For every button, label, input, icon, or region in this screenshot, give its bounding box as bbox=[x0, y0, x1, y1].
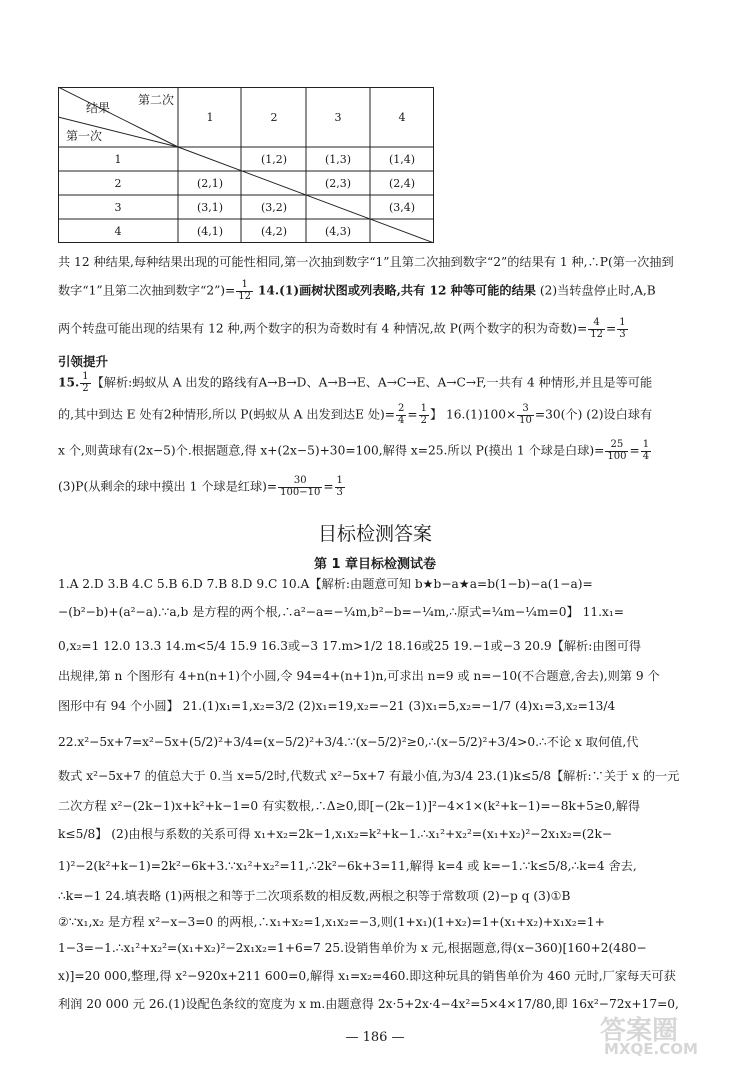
text-segment: 两个转盘可能出现的结果有 12 种,两个数字的积为奇数时有 4 种情况,故 P(两个数字的积为奇数)= bbox=[58, 321, 588, 336]
watermark-logo: 答案圈 bbox=[600, 1016, 679, 1046]
answer-line: 数式 x²−5x+7 的值总大于 0.当 x=5/2时,代数式 x²−5x+7 有最小值,为3/4 23.(1)k≤5/8【解析:∵关于 x 的一元 bbox=[58, 769, 680, 783]
chapter-title: 第 1 章目标检测试卷 bbox=[313, 557, 437, 572]
answer-line: 1.A 2.D 3.B 4.C 5.B 6.D 7.B 8.D 9.C 10.A【解析:由题意可知 b★b−a★a=b(1−b)−a(1−a)= bbox=[58, 577, 593, 591]
answer-line: ∴k=−1 24.填表略 (1)两根之和等于二次项系数的相反数,两根之积等于常数项 (2)−p q (3)①B bbox=[58, 889, 571, 903]
answer-line: 二次方程 x²−(2k−1)x+k²+k−1=0 有实数根,∴Δ≥0,即[−(2k−1)]²−4×1×(k²+k−1)=−8k+5≥0,解得 bbox=[58, 799, 641, 813]
text-line: (3)P(从剩余的球中摸出 1 个球是红球)= $\frac{30}{100-10}$ = $\frac{1}{3}$ bbox=[58, 475, 343, 498]
text-line: 两个转盘可能出现的结果有 12 种,两个数字的积为奇数时有 4 种情况,故 P(两个数字的积为奇数)= $\frac{4}{12}$ = $\frac{1}{3}$ bbox=[58, 317, 626, 340]
header-first-draw: 第一次 bbox=[65, 129, 102, 143]
text-line: 的,其中到达 E 处有2种情形,所以 P(蚂蚁从 A 出发到达E 处)= $\frac{2}{4}$ = $\frac{1}{2}$ 】 16.(1)100× $\frac{3}{10}$ =30(个) (2)设白球有 bbox=[58, 403, 653, 426]
text-segment: (3)P(从剩余的球中摸出 1 个球是红球)= bbox=[58, 479, 278, 494]
text-segment: (2)当转盘停止时,A,B bbox=[539, 283, 656, 298]
outcome-table bbox=[58, 87, 434, 243]
row-header: 4 bbox=[114, 225, 122, 238]
page-number: — 186 — bbox=[345, 1030, 405, 1045]
text-segment: 14.(1)画树状图或列表略,共有 12 种等可能的结果 bbox=[257, 283, 536, 298]
fraction: $\frac{1}{12}$ bbox=[238, 279, 252, 302]
col-header: 2 bbox=[270, 111, 278, 124]
table-cell: (4,2) bbox=[260, 225, 288, 238]
table-cell: (3,4) bbox=[388, 201, 416, 214]
text-line bbox=[58, 280, 718, 302]
page-title: 目标检测答案 bbox=[317, 523, 432, 545]
col-header: 4 bbox=[398, 111, 406, 124]
table-cell: (4,3) bbox=[324, 225, 352, 238]
text-line bbox=[58, 372, 718, 394]
fraction: $\frac{30}{100-10}$ bbox=[280, 475, 321, 498]
fraction: $\frac{1}{3}$ bbox=[619, 317, 626, 340]
answer-line: −(b²−b)+(a²−a).∵a,b 是方程的两个根,∴a²−a=−¼m,b²−b=−¼m,∴原式=¼m−¼m=0】 11.x₁= bbox=[58, 605, 624, 619]
text-segment: 15. bbox=[58, 375, 80, 390]
text-segment: 数字“1”且第二次抽到数字“2”)= bbox=[58, 283, 236, 298]
text-segment: 【解析:蚂蚁从 A 出发的路线有A→B→D、A→B→E、A→C→E、A→C→F,一共有 4 种情形,并且是等可能 bbox=[91, 375, 653, 390]
text-line: 共 12 种结果,每种结果出现的可能性相同,第一次抽到数字“1”且第二次抽到数字“2”的结果有 1 种,∴P(第一次抽到 bbox=[58, 255, 674, 269]
fraction: $\frac{1}{2}$ bbox=[82, 371, 89, 394]
answer-line: k≤5/8】 (2)由根与系数的关系可得 x₁+x₂=2k−1,x₁x₂=k²+k−1.∴x₁²+x₂²=(x₁+x₂)²−2x₁x₂=(2k− bbox=[58, 827, 613, 841]
fraction: $\frac{3}{10}$ bbox=[519, 403, 532, 426]
answer-line: 图形中有 94 个小圆】 21.(1)x₁=1,x₂=3/2 (2)x₁=19,x₂=−21 (3)x₁=5,x₂=−1/7 (4)x₁=3,x₂=13/4 bbox=[58, 699, 616, 713]
answer-line: ②∵x₁,x₂ 是方程 x²−x−3=0 的两根,∴x₁+x₂=1,x₁x₂=−3,则(1+x₁)(1+x₂)=1+(x₁+x₂)+x₁x₂=1+ bbox=[58, 915, 605, 929]
answer-line: 0,x₂=1 12.0 13.3 14.m<5/4 15.9 16.3或−3 17.m>1/2 18.16或25 19.−1或−3 20.9【解析:由图可得 bbox=[58, 639, 642, 653]
watermark-site: MXQE.COM bbox=[604, 1040, 698, 1058]
text-segment: 的,其中到达 E 处有2种情形,所以 P(蚂蚁从 A 出发到达E 处)= bbox=[58, 407, 396, 422]
fraction: $\frac{25}{100}$ bbox=[607, 439, 627, 462]
answer-line: 1−3=−1.∴x₁²+x₂²=(x₁+x₂)²−2x₁x₂=1+6=7 25.设销售单价为 x 元,根据题意,得(x−360)[160+2(480− bbox=[58, 941, 647, 955]
col-header: 3 bbox=[334, 111, 342, 124]
answer-line: 1)²−2(k²+k−1)=2k²−6k+3.∵x₁²+x₂²=11,∴2k²−6k+3=11,解得 k=4 或 k=−1.∵k≤5/8,∴k=4 舍去, bbox=[58, 859, 637, 873]
table-cell: (3,1) bbox=[196, 201, 224, 214]
header-second-draw: 第二次 bbox=[137, 93, 174, 107]
table-cell: (2,3) bbox=[324, 177, 352, 190]
fraction: $\frac{1}{3}$ bbox=[336, 475, 343, 498]
text-segment: =30(个) (2)设白球有 bbox=[534, 407, 653, 422]
row-header: 2 bbox=[114, 177, 122, 190]
table-cell: (4,1) bbox=[196, 225, 224, 238]
header-result: 结果 bbox=[85, 101, 110, 115]
answer-line: 出规律,第 n 个图形有 4+n(n+1)个小圆,令 94=4+(n+1)n,可求出 n=9 或 n=−10(不合题意,舍去),则第 9 个 bbox=[58, 669, 660, 683]
answer-line: 22.x²−5x+7=x²−5x+(5/2)²+3/4=(x−5/2)²+3/4.∵(x−5/2)²≥0,∴(x−5/2)²+3/4>0.∴不论 x 取何值,代 bbox=[58, 735, 639, 749]
col-header: 1 bbox=[206, 111, 214, 124]
fraction: $\frac{4}{12}$ bbox=[590, 317, 603, 340]
table-cell: (1,4) bbox=[388, 153, 416, 166]
section-heading: 引领提升 bbox=[58, 354, 109, 369]
fraction: $\frac{1}{2}$ bbox=[420, 403, 427, 426]
table-cell: (3,2) bbox=[260, 201, 288, 214]
text-line: x 个,则黄球有(2x−5)个.根据题意,得 x+(2x−5)+30=100,解得 x=25.所以 P(摸出 1 个球是白球)= $\frac{25}{100}$ = $\frac{1}{4}$ bbox=[58, 439, 650, 462]
answer-line: x)]=20 000,整理,得 x²−920x+211 600=0,解得 x₁=x₂=460.即这种玩具的销售单价为 460 元时,厂家每天可获 bbox=[58, 969, 676, 983]
fraction: $\frac{2}{4}$ bbox=[398, 403, 405, 426]
table-cell: (1,3) bbox=[324, 153, 352, 166]
table-cell: (2,1) bbox=[196, 177, 224, 190]
row-header: 1 bbox=[114, 153, 122, 166]
answer-line: 利润 20 000 元 26.(1)设配色条纹的宽度为 x m.由题意得 2x·5+2x·4−4x²=5×4×17/80,即 16x²−72x+17=0, bbox=[58, 997, 679, 1011]
text-segment: 】 16.(1)100× bbox=[429, 407, 517, 422]
table-cell: (1,2) bbox=[260, 153, 288, 166]
row-header: 3 bbox=[114, 201, 122, 214]
text-segment: x 个,则黄球有(2x−5)个.根据题意,得 x+(2x−5)+30=100,解得 x=25.所以 P(摸出 1 个球是白球)= bbox=[58, 443, 605, 458]
fraction: $\frac{1}{4}$ bbox=[642, 439, 650, 462]
table-cell: (2,4) bbox=[388, 177, 416, 190]
